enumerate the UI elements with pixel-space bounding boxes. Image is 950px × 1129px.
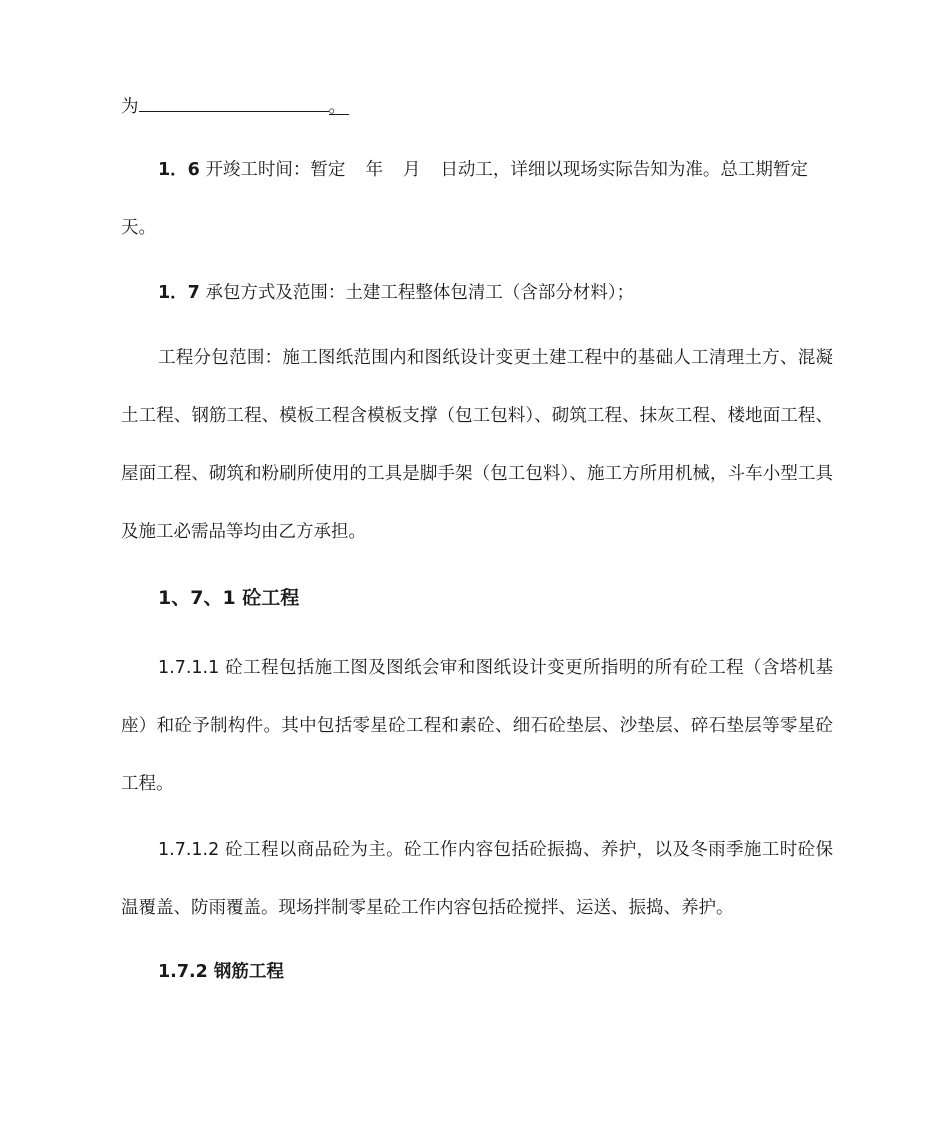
section-1-6-year: 年 [365, 160, 383, 180]
paragraph-1-7-1-1: 1.7.1.1 砼工程包括施工图及图纸会审和图纸设计变更所指明的所有砼工程（含塔机基座）和砼予制构件。其中包括零星砼工程和素砼、细石砼垫层、沙垫层、碎石垫层等零星砼工程。 [121, 658, 833, 794]
section-1-6-continuation [121, 217, 950, 239]
section-1-7-text: 承包方式及范围：土建工程整体包清工（含部分材料）； [205, 283, 635, 303]
section-1-6-text-b: 日动工，详细以现场实际告知为准。总工期暂定 [440, 160, 808, 180]
wei-text: 为 [121, 97, 139, 117]
section-1-6-text-a: 开竣工时间：暂定 [205, 160, 346, 180]
section-1-6-cont: 天。 [121, 218, 156, 238]
heading-1-7-2: 1.7.2 钢筋工程 [158, 962, 284, 982]
scope-paragraph: 工程分包范围：施工图纸范围内和图纸设计变更土建工程中的基础人工清理土方、混凝土工程、钢筋工程、模板工程含模板支撑（包工包料）、砌筑工程、抹灰工程、楼地面工程、屋面工程、砌筑和粉刷所使用的工具是脚手架（包工包料）、施工方所用机械，斗车小型工具及施工必需品等均由乙方承担。 [121, 348, 833, 542]
heading-1-7-1: 1、7、1 砼工程 [158, 587, 300, 609]
section-1-7-number: 1．7 [158, 283, 200, 303]
section-1-6-line [158, 159, 950, 181]
section-1-6-month: 月 [402, 160, 421, 180]
wei-end: 。 [328, 97, 346, 117]
fill-blank [139, 93, 329, 112]
line-wei [121, 93, 950, 118]
section-1-6-number: 1．6 [158, 160, 200, 180]
fill-blank-end [329, 96, 349, 115]
paragraph-1-7-1-2: 1.7.1.2 砼工程以商品砼为主。砼工作内容包括砼振捣、养护，以及冬雨季施工时砼保温覆盖、防雨覆盖。现场拌制零星砼工作内容包括砼搅拌、运送、振捣、养护。 [121, 840, 833, 918]
section-1-7-line [158, 282, 950, 304]
